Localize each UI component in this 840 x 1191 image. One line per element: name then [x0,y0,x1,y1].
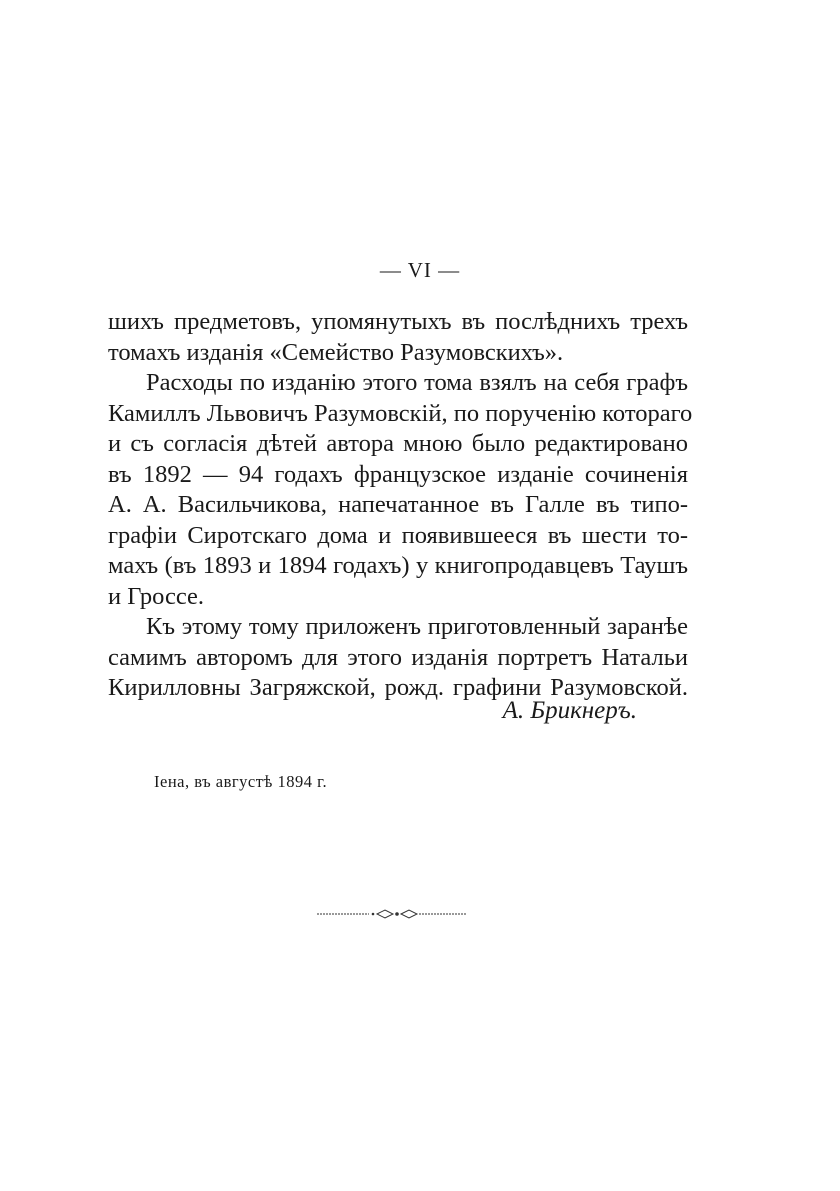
text-line: и Гроссе. [108,582,205,610]
text-line: томахъ изданія «Семейство Разумовскихъ». [108,338,564,366]
text-line: шихъ предметовъ, упомянутыхъ въ послѣднихъ трехъ [108,308,688,335]
text-line: Къ этому тому приложенъ приготовленный заранѣе [146,613,688,640]
text-line: Камиллъ Львовичъ Разумовскій, по порученію котораго [108,399,693,427]
paragraph-2 [108,368,693,612]
text-line: Расходы по изданію этого тома взялъ на себя графъ [146,369,688,396]
text-line: А. А. Васильчикова, напечатанное въ Галле въ типо- [108,491,688,518]
paragraph-3 [108,612,688,704]
body-text [108,307,693,704]
author-signature: А. Брикнеръ. [502,697,637,724]
text-line: самимъ авторомъ для этого изданія портретъ Натальи [108,643,688,671]
text-line: графіи Сиротскаго дома и появившееся въ шести то- [108,521,688,549]
place-date: Іена, въ августѣ 1894 г. [154,772,328,791]
text-line: махъ (въ 1893 и 1894 годахъ) у книгопродавцевъ Таушъ [108,552,688,579]
text-line: Кирилловны Загряжской, рожд. графини Разумовской. [108,674,688,701]
text-line: въ 1892 — 94 годахъ французское изданіе сочиненія [108,460,688,488]
text-line: и съ согласія дѣтей автора мною было редактировано [108,430,688,457]
page-number: — VI — [379,258,461,282]
paragraph-1 [108,307,688,368]
ornament-divider-icon [317,906,467,922]
